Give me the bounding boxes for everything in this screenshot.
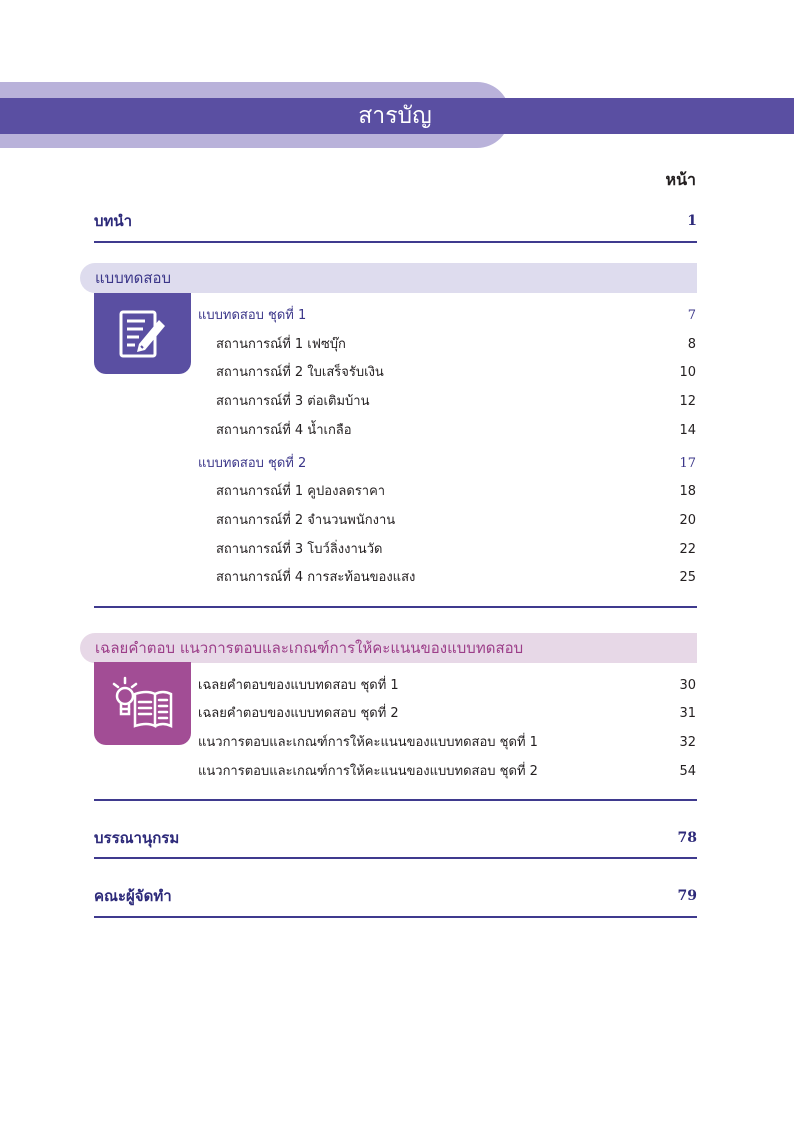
toc-entry-label: แนวการตอบและเกณฑ์การให้คะแนนของแบบทดสอบ ชุดที่ 1 xyxy=(198,735,538,750)
toc-entry-label: บทนำ xyxy=(94,212,133,230)
section-header-tests xyxy=(80,263,697,293)
toc-entry-page: 14 xyxy=(679,423,696,438)
toc-entry-page: 54 xyxy=(679,764,696,779)
toc-entry-page: 25 xyxy=(679,570,696,585)
divider xyxy=(94,241,697,243)
section-header-answers xyxy=(80,633,697,663)
toc-entry-label: สถานการณ์ที่ 4 น้ำเกลือ xyxy=(216,423,352,438)
toc-entry-label: เฉลยคำตอบของแบบทดสอบ ชุดที่ 2 xyxy=(198,706,399,721)
toc-entry-page: 20 xyxy=(679,513,696,528)
toc-entry-set2-situation-4[interactable] xyxy=(216,569,696,587)
page-column-label: หน้า xyxy=(665,170,696,189)
toc-entry-label: เฉลยคำตอบของแบบทดสอบ ชุดที่ 1 xyxy=(198,678,399,693)
toc-entry-rubric-set2[interactable] xyxy=(198,763,696,781)
toc-entry-page: 7 xyxy=(687,308,696,323)
toc-entry-label: แนวการตอบและเกณฑ์การให้คะแนนของแบบทดสอบ ชุดที่ 2 xyxy=(198,764,538,779)
toc-entry-page: 10 xyxy=(679,365,696,380)
toc-entry-answer-set2[interactable] xyxy=(198,705,696,723)
toc-entry-page: 8 xyxy=(687,337,696,352)
toc-entry-page: 18 xyxy=(679,484,696,499)
toc-entry-page: 12 xyxy=(679,394,696,409)
toc-entry-set2-situation-1[interactable] xyxy=(216,483,696,501)
toc-entry-label: สถานการณ์ที่ 1 คูปองลดราคา xyxy=(216,484,386,499)
divider xyxy=(94,916,697,918)
divider xyxy=(94,606,697,608)
toc-entry-label: แบบทดสอบ ชุดที่ 1 xyxy=(198,308,307,323)
toc-entry-label: แบบทดสอบ ชุดที่ 2 xyxy=(198,456,307,471)
toc-entry-intro[interactable] xyxy=(94,209,697,233)
toc-entry-label: สถานการณ์ที่ 3 โบว์ลิ่งงานวัด xyxy=(216,542,383,557)
test-paper-pencil-icon xyxy=(94,293,191,374)
toc-entry-label: คณะผู้จัดทำ xyxy=(94,887,172,905)
toc-entry-label: สถานการณ์ที่ 2 จำนวนพนักงาน xyxy=(216,513,396,528)
toc-entry-page: 22 xyxy=(679,542,696,557)
toc-entry-set1-situation-1[interactable] xyxy=(216,336,696,354)
toc-entry-label: สถานการณ์ที่ 3 ต่อเติมบ้าน xyxy=(216,394,370,409)
toc-entry-page: 32 xyxy=(679,735,696,750)
toc-entry-page: 78 xyxy=(677,830,697,846)
lightbulb-book-icon xyxy=(94,662,191,745)
toc-entry-bibliography[interactable] xyxy=(94,826,697,850)
title-banner xyxy=(0,82,794,150)
toc-entry-page: 30 xyxy=(679,678,696,693)
toc-entry-page: 79 xyxy=(677,888,697,904)
toc-entry-set1-situation-2[interactable] xyxy=(216,364,696,382)
toc-entry-page: 31 xyxy=(679,706,696,721)
divider xyxy=(94,857,697,859)
toc-entry-label: สถานการณ์ที่ 2 ใบเสร็จรับเงิน xyxy=(216,365,384,380)
section-heading: เฉลยคำตอบ แนวการตอบและเกณฑ์การให้คะแนนของแบบทดสอบ xyxy=(95,639,524,657)
toc-entry-set1[interactable] xyxy=(198,307,696,325)
page-title: สารบัญ xyxy=(358,103,432,129)
toc-entry-set2[interactable] xyxy=(198,455,696,473)
toc-entry-label: สถานการณ์ที่ 4 การสะท้อนของแสง xyxy=(216,570,416,585)
toc-entry-rubric-set1[interactable] xyxy=(198,734,696,752)
toc-entry-set2-situation-3[interactable] xyxy=(216,541,696,559)
toc-entry-label: สถานการณ์ที่ 1 เฟซบุ๊ก xyxy=(216,337,346,352)
toc-entry-answer-set1[interactable] xyxy=(198,677,696,695)
toc-entry-label: บรรณานุกรม xyxy=(94,829,180,847)
toc-entry-committee[interactable] xyxy=(94,884,697,908)
toc-entry-page: 1 xyxy=(687,213,697,229)
toc-entry-page: 17 xyxy=(679,456,696,471)
toc-entry-set1-situation-4[interactable] xyxy=(216,422,696,440)
toc-entry-set1-situation-3[interactable] xyxy=(216,393,696,411)
divider xyxy=(94,799,697,801)
section-heading: แบบทดสอบ xyxy=(95,269,172,287)
toc-entry-set2-situation-2[interactable] xyxy=(216,512,696,530)
